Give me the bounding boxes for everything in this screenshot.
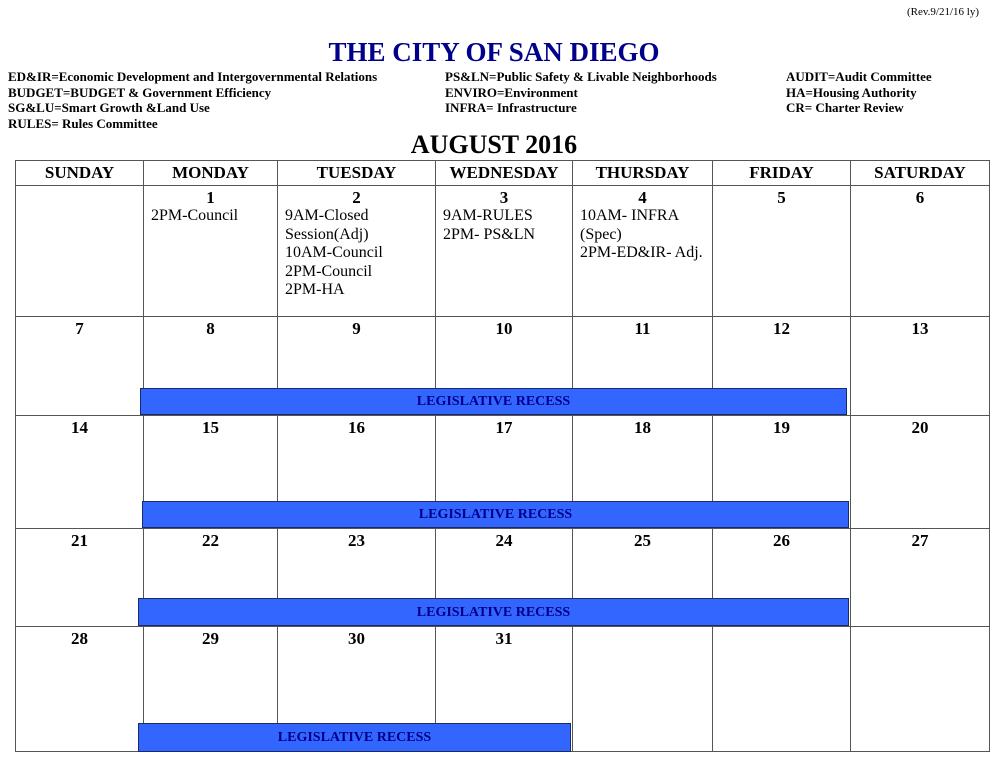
event-item: 2PM-HA	[285, 281, 345, 298]
event-item: 10AM- INFRA	[580, 207, 680, 224]
event-list	[573, 207, 712, 263]
weekday-header-row	[16, 161, 990, 186]
legend-item: INFRA= Infrastructure	[445, 100, 577, 115]
day-cell	[851, 186, 990, 317]
day-number: 17	[495, 417, 513, 437]
event-item: (Spec)	[580, 225, 622, 243]
day-number: 22	[202, 531, 219, 551]
day-cell	[436, 186, 573, 317]
legend-item: RULES= Rules Committee	[8, 115, 158, 131]
day-number: 31	[495, 628, 513, 648]
event-item: 2PM-Council	[151, 207, 239, 224]
day-number: 4	[638, 188, 647, 207]
legislative-recess-bar: LEGISLATIVE RECESS	[140, 388, 847, 415]
legend-item: AUDIT=Audit Committee	[786, 69, 932, 84]
legislative-recess-bar: LEGISLATIVE RECESS	[138, 723, 571, 752]
day-number: 7	[75, 319, 84, 339]
day-number: 13	[911, 319, 929, 339]
day-cell	[713, 186, 851, 317]
revision-note: (Rev.9/21/16 ly)	[907, 6, 979, 18]
day-number	[713, 627, 850, 629]
day-number	[851, 627, 989, 629]
day-number	[16, 186, 143, 188]
day-number: 15	[202, 417, 219, 437]
day-number: 20	[911, 417, 929, 437]
day-cell	[851, 317, 990, 415]
day-number: 14	[71, 417, 88, 437]
event-item: Session(Adj)	[285, 225, 369, 243]
day-number: 10	[495, 319, 513, 339]
event-item: 9AM-RULES	[443, 207, 533, 224]
weekday-header: WEDNESDAY	[436, 161, 573, 186]
page-title: THE CITY OF SAN DIEGO	[328, 37, 660, 67]
day-number: 30	[348, 628, 365, 648]
day-number: 19	[773, 417, 790, 437]
month-title: AUGUST 2016	[410, 130, 578, 159]
day-number: 1	[206, 188, 215, 207]
legend-item: BUDGET=BUDGET & Government Efficiency	[8, 84, 272, 100]
day-number	[573, 627, 712, 629]
legend-item: PS&LN=Public Safety & Livable Neighborhoods	[445, 69, 717, 84]
day-cell	[278, 186, 436, 317]
day-number: 16	[348, 417, 365, 437]
day-number: 28	[71, 628, 88, 648]
day-number: 5	[777, 188, 786, 207]
day-cell	[16, 186, 144, 317]
day-cell	[16, 415, 144, 528]
day-number: 29	[202, 628, 219, 648]
event-item: 10AM-Council	[285, 244, 383, 261]
day-cell	[16, 317, 144, 415]
event-item: 9AM-Closed	[285, 207, 369, 224]
day-number: 25	[634, 531, 651, 551]
day-number: 6	[915, 188, 925, 207]
weekday-header: SUNDAY	[16, 161, 144, 186]
weekday-header: FRIDAY	[713, 161, 851, 186]
day-number: 26	[773, 531, 790, 551]
day-number: 23	[348, 531, 365, 551]
day-number: 18	[634, 417, 651, 437]
day-cell	[851, 415, 990, 528]
legend-item: HA=Housing Authority	[786, 84, 917, 100]
day-number: 9	[352, 319, 361, 339]
day-number: 8	[206, 319, 215, 339]
event-item: 2PM-ED&IR- Adj.	[580, 244, 703, 261]
day-number: 24	[495, 531, 513, 551]
event-item: 2PM-Council	[285, 262, 373, 280]
legislative-recess-bar: LEGISLATIVE RECESS	[138, 598, 849, 626]
legend-column-3	[786, 69, 932, 116]
day-cell	[713, 626, 851, 751]
calendar-grid	[15, 160, 990, 752]
day-cell	[851, 626, 990, 751]
week-row	[16, 186, 990, 317]
legislative-recess-bar: LEGISLATIVE RECESS	[142, 501, 849, 528]
day-number: 21	[71, 531, 88, 551]
day-cell	[144, 186, 278, 317]
day-cell	[16, 626, 144, 751]
weekday-header: SATURDAY	[851, 161, 990, 186]
event-list	[436, 207, 572, 244]
day-number: 3	[499, 188, 509, 207]
weekday-header: THURSDAY	[573, 161, 713, 186]
day-cell	[573, 626, 713, 751]
legend-item: SG&LU=Smart Growth &Land Use	[8, 100, 210, 115]
event-list	[144, 207, 277, 226]
weekday-header: MONDAY	[144, 161, 278, 186]
day-number: 12	[773, 319, 790, 339]
legend-column-2	[445, 69, 717, 116]
day-number: 27	[911, 531, 929, 551]
day-number: 11	[634, 319, 651, 339]
day-cell	[573, 186, 713, 317]
legend-item: CR= Charter Review	[786, 100, 904, 115]
legend-item: ENVIRO=Environment	[445, 84, 578, 100]
day-cell	[851, 529, 990, 626]
day-number: 2	[352, 188, 361, 207]
day-cell	[16, 529, 144, 626]
legend-column-1	[8, 69, 377, 131]
event-list	[278, 207, 435, 300]
legend-item: ED&IR=Economic Development and Intergovernmental Relations	[8, 69, 378, 84]
weekday-header: TUESDAY	[278, 161, 436, 186]
event-item: 2PM- PS&LN	[443, 225, 536, 243]
